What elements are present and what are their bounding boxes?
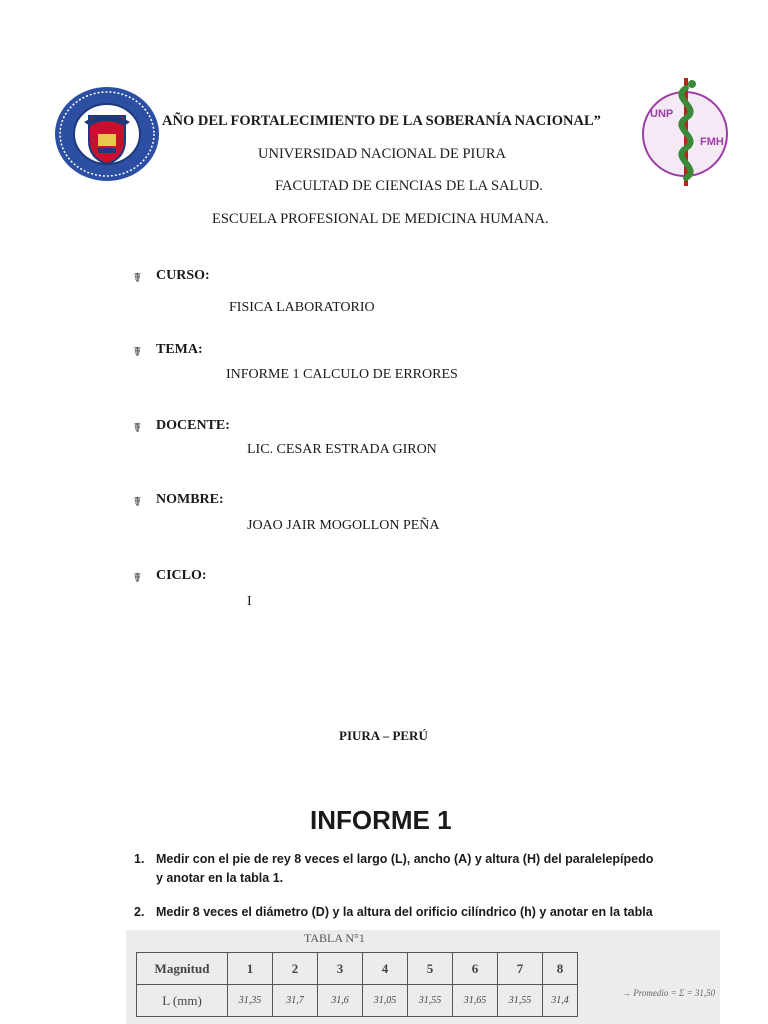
list-item-text: Medir 8 veces el diámetro (D) y la altura del orificio cilíndrico (h) y anotar en la tabla <box>156 905 653 919</box>
field-value-tema: INFORME 1 CALCULO DE ERRORES <box>226 367 458 382</box>
measurement-table <box>136 952 578 1017</box>
list-item-number: 1. <box>134 852 145 866</box>
table-row <box>137 953 578 985</box>
table-cell: 31,05 <box>363 985 408 1017</box>
table-header-cell: 3 <box>318 953 363 985</box>
caduceus-icon: ☤ <box>133 570 142 585</box>
logo-text-unp: UNP <box>650 108 674 120</box>
table-cell: 31,4 <box>543 985 578 1017</box>
table-header-cell: 4 <box>363 953 408 985</box>
field-value-nombre: JOAO JAIR MOGOLLON PEÑA <box>247 518 440 533</box>
caduceus-icon: ☤ <box>133 494 142 509</box>
report-title: INFORME 1 <box>310 805 452 835</box>
table-photo-title: TABLA N°1 <box>304 931 365 945</box>
caduceus-icon: ☤ <box>133 344 142 359</box>
caduceus-icon: ☤ <box>133 270 142 285</box>
field-label-docente: DOCENTE: <box>156 418 230 433</box>
table-cell: 31,6 <box>318 985 363 1017</box>
year-motto: AÑO DEL FORTALECIMIENTO DE LA SOBERANÍA NACIONAL” <box>162 113 601 129</box>
school-name: ESCUELA PROFESIONAL DE MEDICINA HUMANA. <box>212 211 549 227</box>
location: PIURA – PERÚ <box>339 728 428 743</box>
table-cell: 31,55 <box>498 985 543 1017</box>
table-header-cell: 5 <box>408 953 453 985</box>
table-header-cell: 7 <box>498 953 543 985</box>
faculty-logo <box>640 74 734 190</box>
list-item-text: Medir con el pie de rey 8 veces el largo (L), ancho (A) y altura (H) del paralelepípedo y anotar en la tabla 1. <box>156 852 654 885</box>
field-label-curso: CURSO: <box>156 268 210 283</box>
table-cell: 31,65 <box>453 985 498 1017</box>
field-label-ciclo: CICLO: <box>156 568 207 583</box>
logo-text-fmh: FMH <box>700 136 724 148</box>
field-label-tema: TEMA: <box>156 342 203 357</box>
university-seal <box>54 86 160 182</box>
list-item-number: 2. <box>134 905 145 919</box>
handwritten-note: → Promedio = Σ = 31,50 <box>622 988 716 998</box>
field-value-docente: LIC. CESAR ESTRADA GIRON <box>247 442 437 457</box>
field-label-nombre: NOMBRE: <box>156 492 224 507</box>
table-header-cell: Magnitud <box>137 953 228 985</box>
table-photo <box>126 930 720 1024</box>
table-row <box>137 985 578 1017</box>
faculty-name: FACULTAD DE CIENCIAS DE LA SALUD. <box>275 178 543 194</box>
university-name: UNIVERSIDAD NACIONAL DE PIURA <box>258 146 506 162</box>
table-header-cell: 1 <box>228 953 273 985</box>
table-header-cell: 8 <box>543 953 578 985</box>
table-cell: 31,55 <box>408 985 453 1017</box>
field-value-curso: FISICA LABORATORIO <box>229 300 375 315</box>
table-cell: 31,35 <box>228 985 273 1017</box>
table-header-cell: 6 <box>453 953 498 985</box>
field-value-ciclo: I <box>247 594 252 609</box>
table-header-cell: 2 <box>273 953 318 985</box>
table-cell: 31,7 <box>273 985 318 1017</box>
table-cell: L (mm) <box>137 985 228 1017</box>
caduceus-icon: ☤ <box>133 420 142 435</box>
